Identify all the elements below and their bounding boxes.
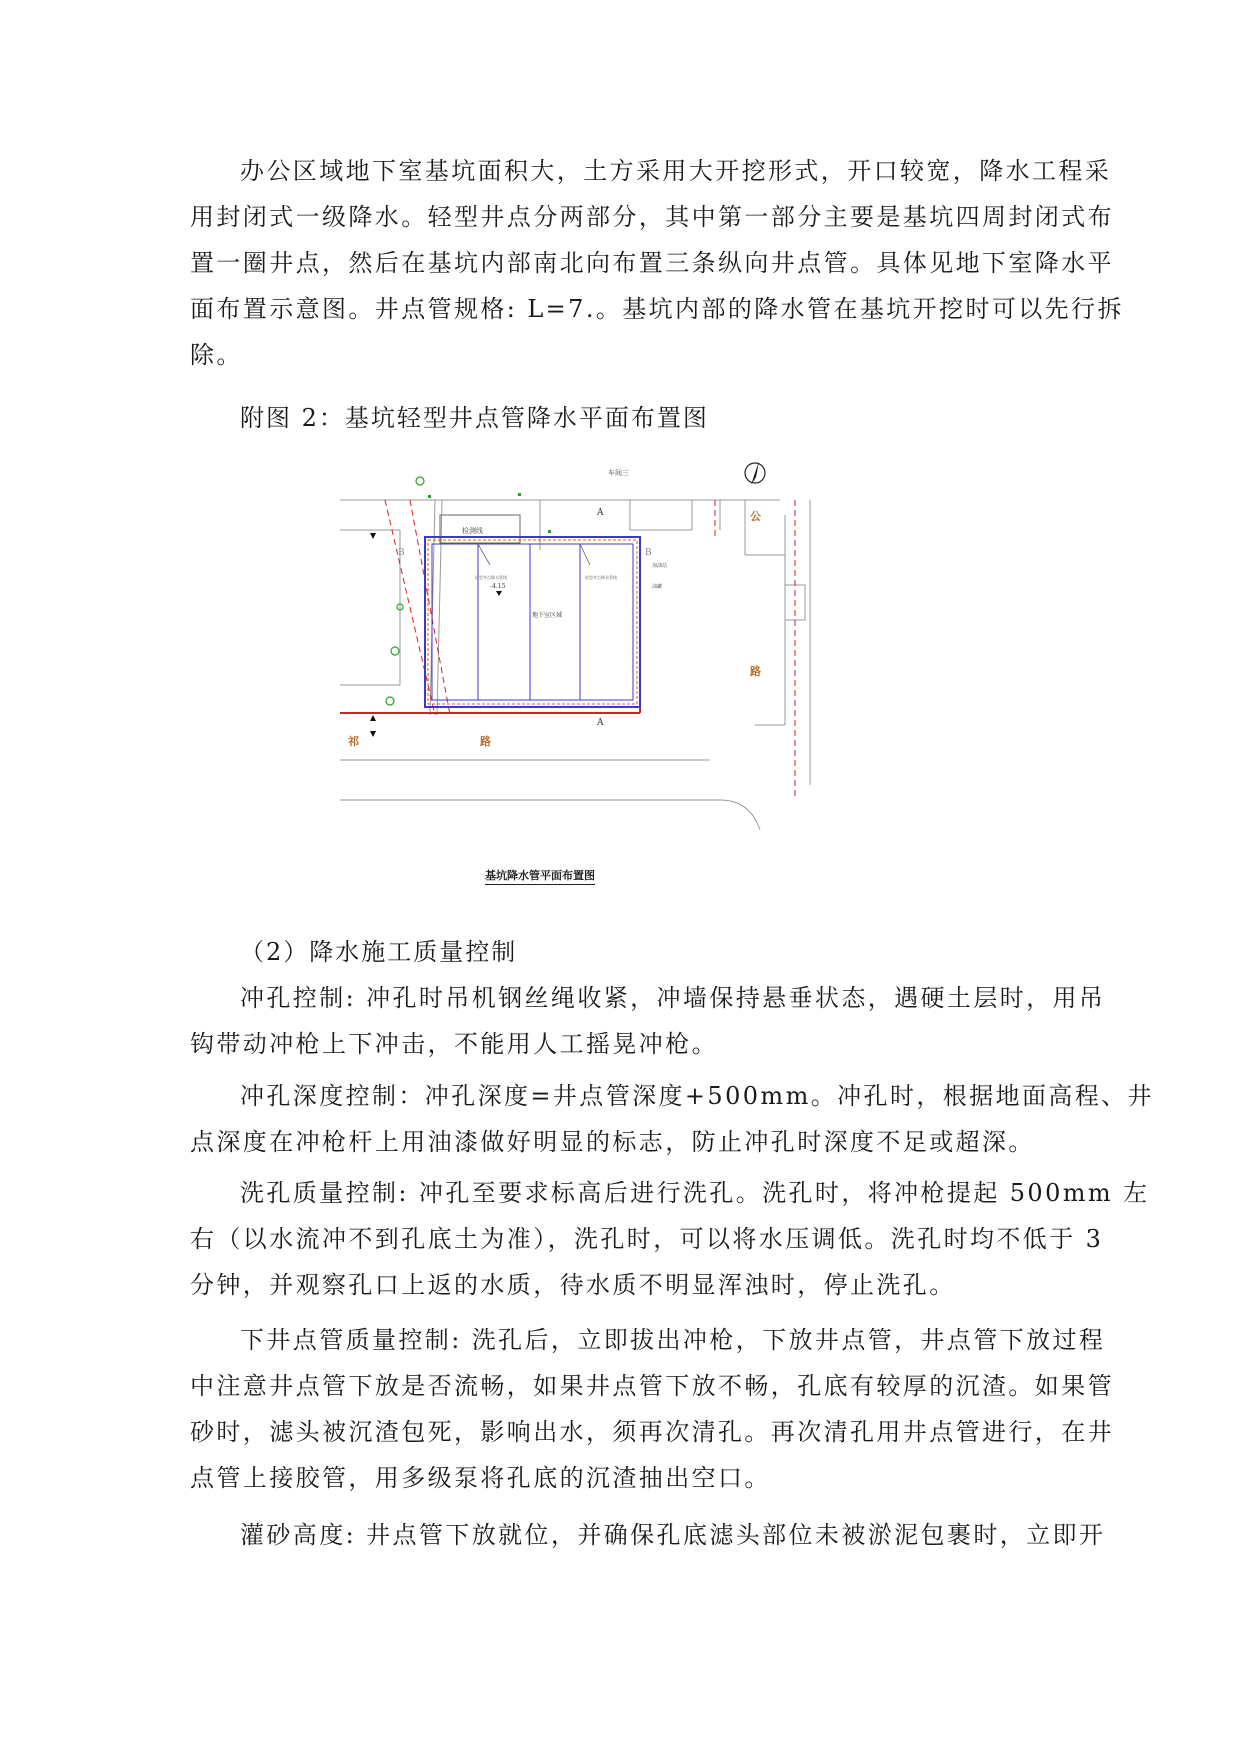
road-qi-label: 祁 [348, 735, 359, 748]
p5-line-3: 砂时，滤头被沉渣包死，影响出水，须再次清孔。再次清孔用井点管进行，在井 [190, 1418, 1114, 1446]
site-plan-drawing [340, 455, 900, 900]
elevation-label: -4.15 [490, 583, 506, 590]
paragraph-pipe-lowering-control [190, 1317, 1114, 1501]
section-triangles [370, 533, 376, 737]
p3-line-1: 冲孔深度控制：冲孔深度=井点管深度+500mm。冲孔时，根据地面高程、井 [240, 1082, 1154, 1110]
dewatering-plan-figure [340, 455, 900, 900]
section-b-right-label: B [645, 548, 652, 558]
site-red-boundary [340, 539, 640, 713]
road-lu-bottom-label: 路 [480, 735, 491, 748]
north-arrow-icon [745, 461, 765, 485]
section-heading: （2）降水施工质量控制 [240, 938, 518, 966]
p1-line-2: 用封闭式一级降水。轻型井点分两部分，其中第一部分主要是基坑四周封闭式布 [190, 203, 1114, 231]
road-lu-right-label: 路 [750, 665, 761, 678]
section-a-top-label: A [597, 508, 604, 518]
p1-line-3: 置一圈井点，然后在基坑内部南北向布置三条纵向井点管。具体见地下室降水平 [190, 249, 1114, 277]
road-gong-label: 公 [750, 510, 761, 523]
p2-line-2: 钩带动冲枪上下冲击，不能用人工摇晃冲枪。 [190, 1030, 718, 1058]
p4-line-1: 洗孔质量控制: 冲孔至要求标高后进行洗孔。洗孔时，将冲枪提起 500mm 左 [240, 1179, 1150, 1207]
paragraph-dewatering-intro [190, 148, 1124, 378]
leader-lines [478, 544, 590, 565]
paragraph-punching-control [190, 975, 1106, 1067]
paragraph-depth-control [190, 1073, 1154, 1165]
p3-line-2: 点深度在冲枪杆上用油漆做好明显的标志，防止冲孔时深度不足或超深。 [190, 1128, 1035, 1156]
p4-line-3: 分钟，并观察孔口上返的水质，待水质不明显浑浊时，停止洗孔。 [190, 1271, 956, 1299]
internal-wellpoint-pipes [478, 544, 580, 700]
p4-line-2: 右（以水流冲不到孔底土为准），洗孔时，可以将水压调低。洗孔时均不低于 3 [190, 1225, 1104, 1253]
p1-line-5: 除。 [190, 341, 243, 369]
tank2-label: 油罐 [652, 584, 663, 590]
building-top-label: 车间三 [608, 469, 629, 477]
elevation-marker-icon [496, 591, 502, 596]
site-linework [340, 500, 810, 830]
note-left-label: 轻型井点降水管线 [475, 575, 507, 580]
paragraph-washing-control [190, 1170, 1150, 1308]
p1-line-4: 面布置示意图。井点管规格: L=7.。基坑内部的降水管在基坑开挖时可以先行拆 [190, 295, 1124, 323]
small-green-marks [428, 493, 551, 533]
pit-outline [425, 537, 640, 707]
p1-line-1: 办公区域地下室基坑面积大，土方采用大开挖形式，开口较宽，降水工程采 [240, 157, 1112, 185]
p6-line-1: 灌砂高度: 井点管下放就位，并确保孔底滤头部位未被淤泥包裹时，立即开 [240, 1521, 1106, 1549]
paragraph-sand-filling [190, 1512, 1106, 1558]
road-boundary-dashed [385, 500, 795, 800]
p5-line-1: 下井点管质量控制: 洗孔后，立即拔出冲枪，下放井点管，井点管下放过程 [240, 1326, 1106, 1354]
observation-points [386, 477, 424, 705]
section-b-left-label: B [398, 548, 405, 558]
figure-title: 基坑降水管平面布置图 [485, 867, 595, 885]
figure-caption: 附图 2：基坑轻型井点管降水平面布置图 [240, 404, 709, 432]
area-center-label: 地下室区域 [532, 612, 563, 619]
section-a-bottom-label: A [597, 718, 604, 728]
p2-line-1: 冲孔控制: 冲孔时吊机钢丝绳收紧，冲墙保持悬垂状态，遇硬土层时，用吊 [240, 984, 1106, 1012]
p5-line-4: 点管上接胶管，用多级泵将孔底的沉渣抽出空口。 [190, 1464, 771, 1492]
p5-line-2: 中注意井点管下放是否流畅，如果井点管下放不畅，孔底有较厚的沉渣。如果管 [190, 1372, 1114, 1400]
tank1-label: 加油站 [652, 563, 668, 569]
building-left-label: 检测线 [462, 527, 483, 535]
note-right-label: 轻型井点降水管线 [585, 575, 617, 580]
